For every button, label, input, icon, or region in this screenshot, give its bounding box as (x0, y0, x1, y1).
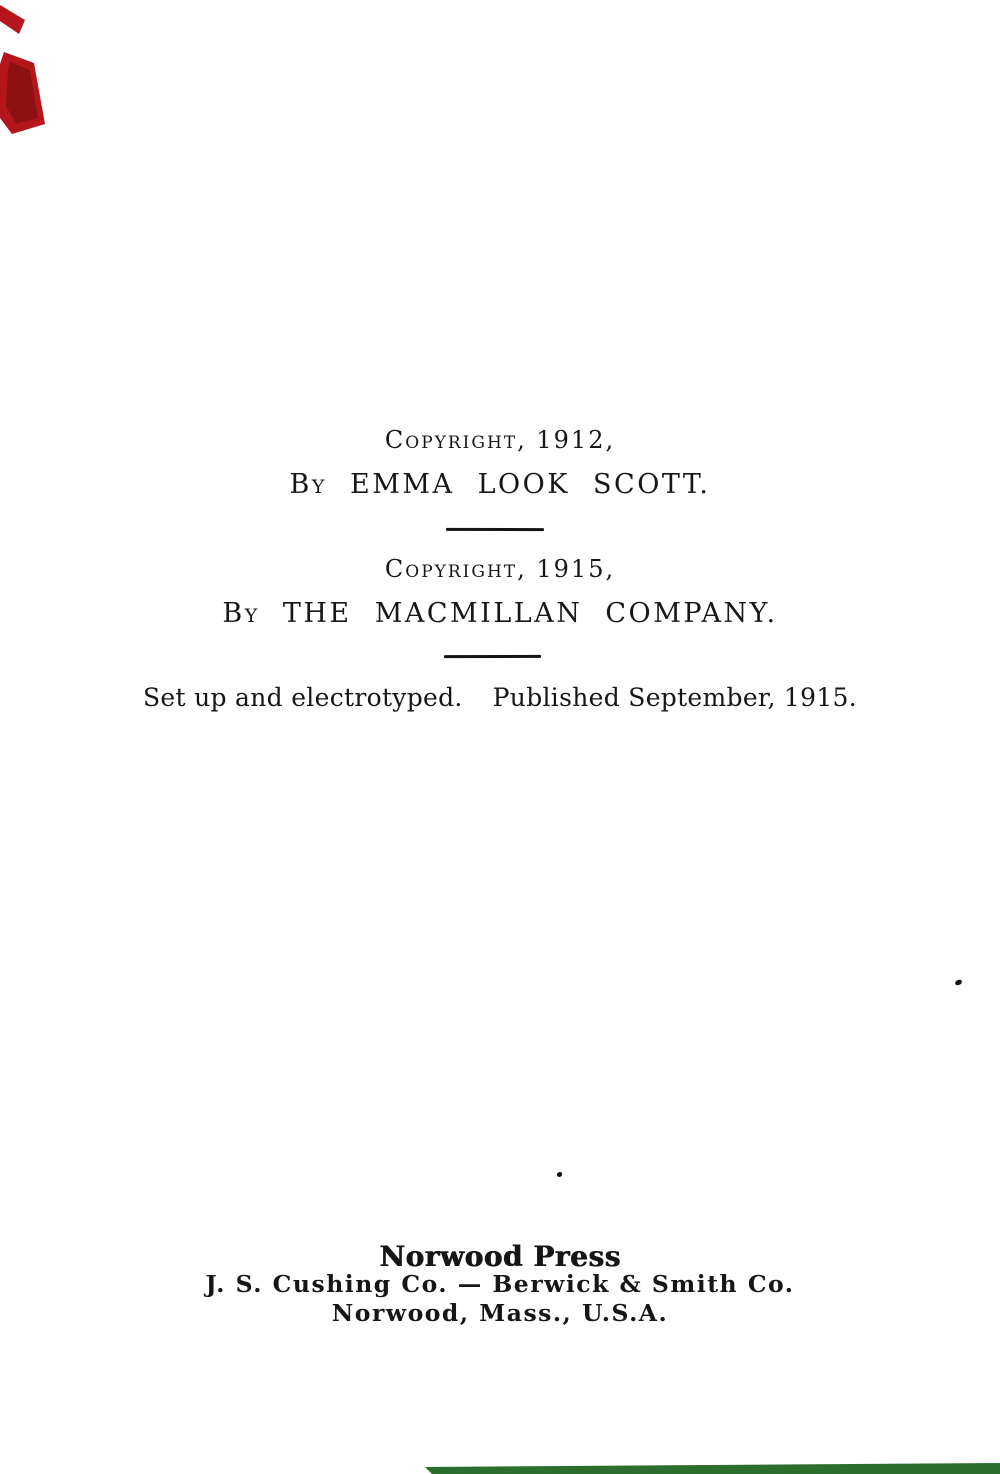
by-label-1915: By (222, 598, 260, 629)
holder-name-1915: THE MACMILLAN COMPANY. (282, 598, 778, 629)
by-label-1912: By (289, 469, 327, 500)
edition-sentence-1: Set up and electrotyped. (142, 683, 463, 712)
scan-artifact-red-marks (0, 0, 60, 145)
divider-rule-1 (446, 528, 544, 531)
copyright-1912-line: Copyright, 1912, (384, 426, 616, 454)
edition-sentence-2: Published September, 1915. (492, 683, 858, 712)
green-strip-shape (425, 1463, 1000, 1474)
scan-artifact-green-strip (0, 1462, 1000, 1474)
edition-note-line (0, 684, 1000, 712)
ink-speck-center (557, 1172, 562, 1177)
copyright-1915-holder-line (0, 599, 1000, 629)
ink-speck-right (954, 979, 962, 986)
printer-location-line: Norwood, Mass., U.S.A. (331, 1299, 669, 1327)
copyright-1915-line: Copyright, 1915, (384, 555, 616, 583)
press-name-line: Norwood Press (379, 1240, 621, 1273)
holder-name-1912: EMMA LOOK SCOTT. (350, 469, 711, 500)
red-mark-small (0, 5, 25, 34)
copyright-1912-holder-line (0, 470, 1000, 500)
divider-rule-2 (444, 655, 541, 658)
printer-companies-line: J. S. Cushing Co. — Berwick & Smith Co. (205, 1270, 795, 1298)
